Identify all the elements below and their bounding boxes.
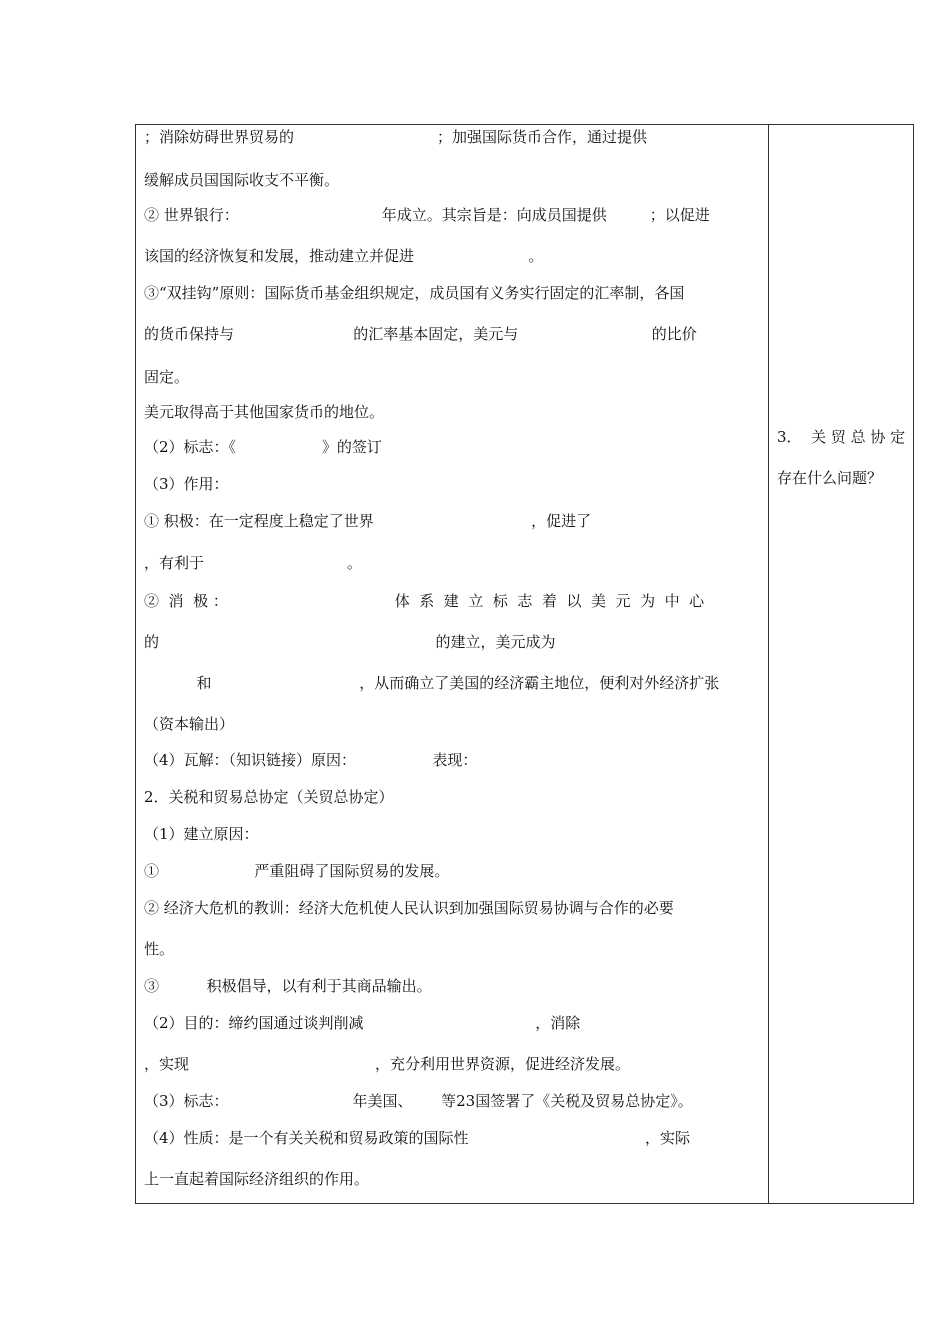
text-line: （4）性质：是一个有关关税和贸易政策的国际性 ，实际	[144, 1129, 690, 1147]
text-line: ③“双挂钩”原则：国际货币基金组织规定，成员国有义务实行固定的汇率制，各国	[144, 284, 685, 302]
text-line: ，有利于 。	[144, 554, 363, 572]
text-line: （资本输出）	[144, 715, 235, 733]
text-line: ① 积极：在一定程度上稳定了世界 ，促进了	[144, 512, 592, 530]
text-line: 美元取得高于其他国家货币的地位。	[144, 403, 385, 421]
text-line: ② 消 极 ： 体 系 建 立 标 志 着 以 美 元 为 中 心	[144, 592, 705, 610]
text-line: ② 经济大危机的教训：经济大危机使人民认识到加强国际贸易协调与合作的必要	[144, 899, 674, 917]
column-divider	[768, 125, 769, 1203]
text-line: （4）瓦解：（知识链接）原因： 表现：	[144, 751, 478, 769]
text-line: （3）作用：	[144, 475, 229, 493]
question-text: 3． 关 贸 总 协 定	[777, 428, 906, 446]
text-line: 上一直起着国际经济组织的作用。	[144, 1170, 370, 1188]
text-line: 缓解成员国国际收支不平衡。	[144, 171, 340, 189]
text-line: ① 严重阻碍了国际贸易的发展。	[144, 862, 450, 880]
worksheet-table	[135, 124, 914, 1204]
text-line: 固定。	[144, 368, 190, 386]
text-line: 性。	[144, 940, 175, 958]
text-line: ③ 积极倡导，以有利于其商品输出。	[144, 977, 432, 995]
section-heading: 2．关税和贸易总协定（关贸总协定）	[144, 788, 394, 806]
text-line: ② 世界银行： 年成立。其宗旨是：向成员国提供 ；以促进	[144, 206, 710, 224]
text-line: （2）标志：《 》的签订	[144, 438, 382, 456]
text-line: （2）目的：缔约国通过谈判削减 ，消除	[144, 1014, 581, 1032]
text-line: ；消除妨碍世界贸易的 ；加强国际货币合作，通过提供	[144, 128, 648, 146]
text-line: 的货币保持与 的汇率基本固定，美元与 的比价	[144, 325, 697, 343]
text-line: 的 的建立，美元成为	[144, 633, 556, 651]
text-line: 该国的经济恢复和发展，推动建立并促进 。	[144, 247, 544, 265]
text-line: 和 ，从而确立了美国的经济霸主地位，便利对外经济扩张	[144, 674, 720, 692]
text-line: ，实现 ，充分利用世界资源，促进经济发展。	[144, 1055, 630, 1073]
question-text: 存在什么问题？	[777, 469, 883, 487]
text-line: （1）建立原因：	[144, 825, 259, 843]
text-line: （3）标志： 年美国、 等23国签署了《关税及贸易总协定》。	[144, 1092, 693, 1110]
